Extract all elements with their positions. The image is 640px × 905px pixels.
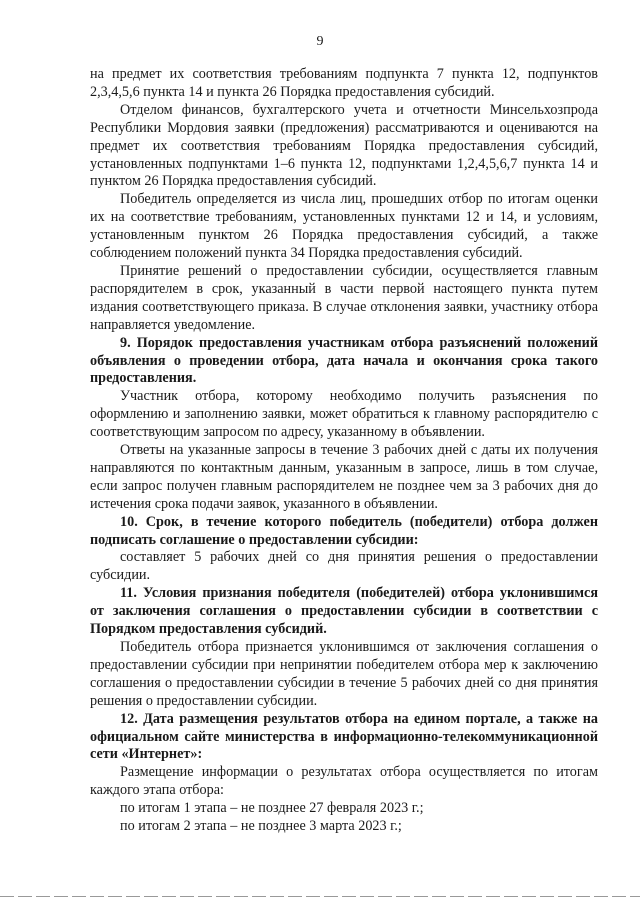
- paragraph-signing-term: составляет 5 рабочих дней со дня принятия решения о предоставлении субсидии.: [90, 549, 598, 584]
- section-heading-9: 9. Порядок предоставления участникам отбора разъяснений положений объявления о проведении отбора, дата начала и окончания срока такого предоставления.: [90, 334, 598, 387]
- paragraph-continuation: на предмет их соответствия требованиям подпункта 7 пункта 12, подпунктов 2,3,4,5,6 пункта 14 и пункта 26 Порядка предоставления субсидий.: [90, 66, 598, 100]
- scan-edge-line: [0, 896, 640, 897]
- paragraph-results-publication: Размещение информации о результатах отбора осуществляется по итогам каждого этапа отбора:: [90, 764, 598, 799]
- paragraph-decision: Принятие решений о предоставлении субсидии, осуществляется главным распорядителем в срок, указанный в части первой настоящего пункта путем издания соответствующего приказа. В случае отклонения заявки, участнику отбора направляется уведомление.: [90, 262, 598, 333]
- paragraph-review-department: Отделом финансов, бухгалтерского учета и отчетности Минсельхозпрода Республики Мордовия заявки (предложения) рассматриваются и оцениваются на предмет их соответствия требованиям Порядка предоставления субсидий, установленных подпунктами 1–6 пункта 12, подпунктами 1,2,4,5,6,7 пункта 14 и пунктом 26 Порядка предоставления субсидий.: [90, 101, 598, 190]
- paragraph-clarification-answers: Ответы на указанные запросы в течение 3 рабочих дней с даты их получения направляются по контактным данным, указанным в запросе, лишь в том случае, если запрос получен главным распорядителем не позднее чем за 3 рабочих дня до истечения срока подачи заявок, указанного в объявлении.: [90, 442, 598, 512]
- page-number: 9: [316, 34, 324, 49]
- list-item-stage-2: по итогам 2 этапа – не позднее 3 марта 2023 г.;: [120, 818, 402, 835]
- section-heading-12: 12. Дата размещения результатов отбора на едином портале, а также на официальном сайте министерства в информационно-телекоммуникационной сети «Интернет»:: [90, 710, 598, 763]
- paragraph-clarification-request: Участник отбора, которому необходимо получить разъяснения по оформлению и заполнению заявки, может обратиться к главному распорядителю с соответствующим запросом по адресу, указанному в объявлении.: [90, 388, 598, 441]
- paragraph-evasion-conditions: Победитель отбора признается уклонившимся от заключения соглашения о предоставлении субсидии при непринятии победителем отбора мер к заключению соглашения о предоставлении субсидии в течение 5 рабочих дней со дня принятия решения о предоставлении субсидии.: [90, 639, 598, 709]
- section-heading-11: 11. Условия признания победителя (победителей) отбора уклонившимся от заключения соглашения о предоставлении субсидии в соответствии с Порядком предоставления субсидий.: [90, 585, 598, 638]
- paragraph-winner-selection: Победитель определяется из числа лиц, прошедших отбор по итогам оценки их на соответствие требованиям, установленных пунктами 12 и 14, и условиям, установленным пунктом 26 Порядка предоставления субсидий, а также соблюдением положений пункта 34 Порядка предоставления субсидий.: [90, 191, 598, 262]
- section-heading-10: 10. Срок, в течение которого победитель (победители) отбора должен подписать соглашение о предоставлении субсидии:: [90, 513, 598, 548]
- document-body: [90, 66, 598, 836]
- list-item-stage-1: по итогам 1 этапа – не позднее 27 февраля 2023 г.;: [120, 800, 424, 817]
